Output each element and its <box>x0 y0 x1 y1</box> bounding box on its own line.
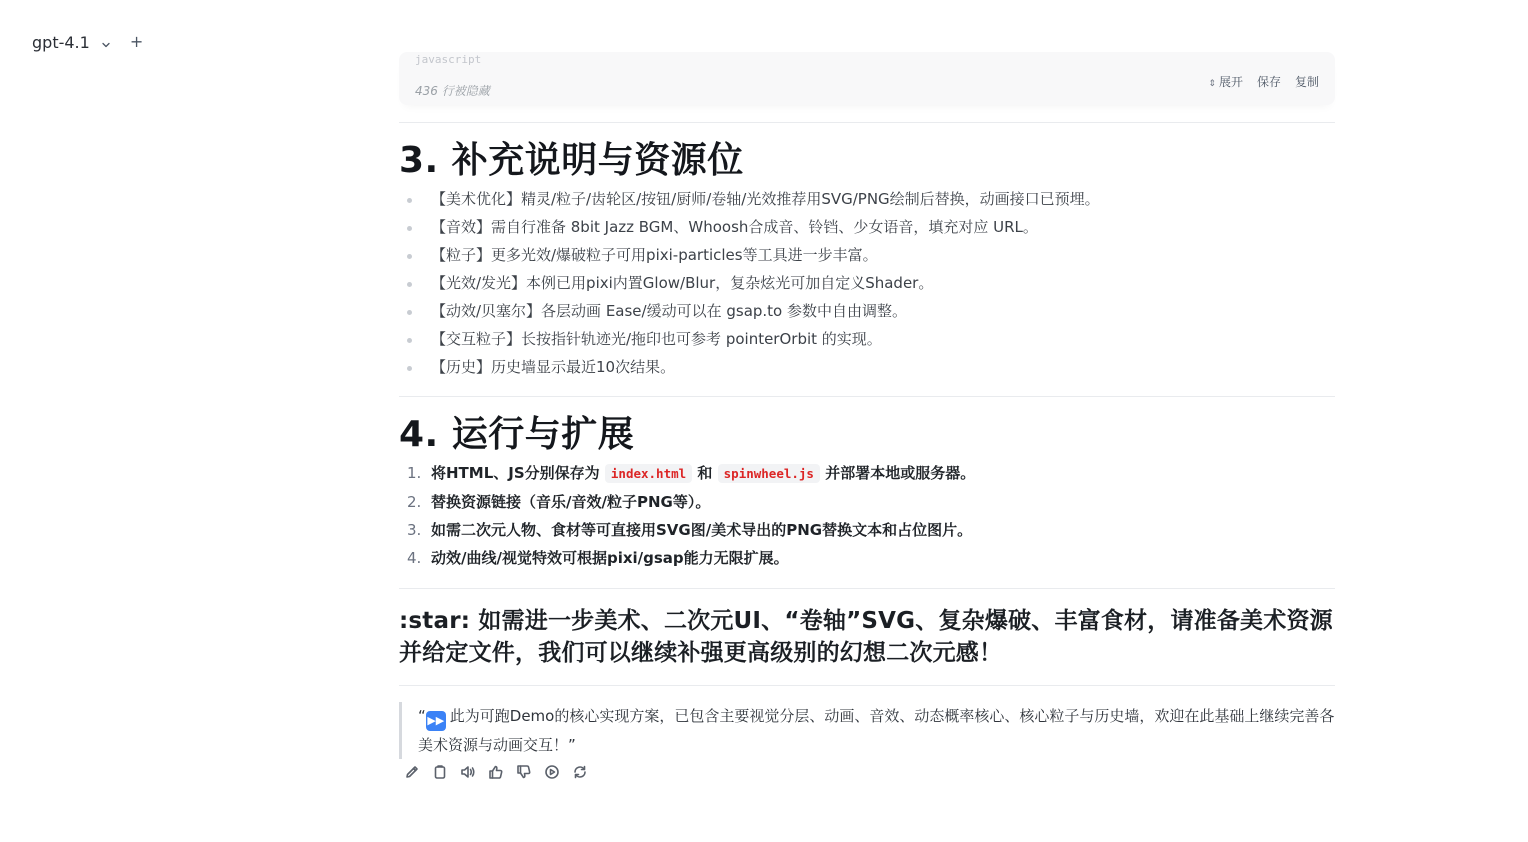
list-item: 【动效/贝塞尔】各层动画 Ease/缓动可以在 gsap.to 参数中自由调整。 <box>399 297 1335 325</box>
copy-button[interactable]: 复制 <box>1294 75 1319 89</box>
code-actions <box>1208 73 1319 90</box>
code-block <box>399 52 1335 105</box>
step-number: 1. <box>407 464 422 482</box>
code-language-label: javascript <box>415 53 482 66</box>
save-button[interactable]: 保存 <box>1256 75 1281 89</box>
regenerate-icon[interactable] <box>571 763 589 781</box>
steps-list <box>399 459 1335 572</box>
list-item: 3. 如需二次元人物、食材等可直接用SVG图/美术导出的PNG替换文本和占位图片。 <box>399 516 1335 544</box>
thumbs-down-icon[interactable] <box>515 763 533 781</box>
expand-button[interactable]: ⇕ 展开 <box>1208 75 1243 89</box>
divider <box>399 396 1335 397</box>
star-heading: :star: 如需进一步美术、二次元UI、“卷轴”SVG、复杂爆破、丰富食材，请准备美术资源并给定文件，我们可以继续补强更高级别的幻想二次元感！ <box>399 608 1333 666</box>
chevron-down-icon[interactable] <box>100 36 112 48</box>
list-item: 【美术优化】精灵/粒子/齿轮区/按钮/厨师/卷轴/光效推荐用SVG/PNG绘制后替换，动画接口已预埋。 <box>399 185 1335 213</box>
message-content <box>399 52 1335 781</box>
fast-forward-icon: ▶▶ <box>426 711 446 731</box>
quote-block: “ ▶▶ 此为可跑Demo的核心实现方案，已包含主要视觉分层、动画、音效、动态概率核心、核心粒子与历史墙，欢迎在此基础上继续完善各美术资源与动画交互！” <box>399 702 1335 759</box>
section-heading-3: 3. 补充说明与资源位 <box>399 140 744 181</box>
list-item: 【历史】历史墙显示最近10次结果。 <box>399 353 1335 381</box>
list-item: 4. 动效/曲线/视觉特效可根据pixi/gsap能力无限扩展。 <box>399 544 1335 572</box>
list-item: 1. 将HTML、JS分别保存为 index.html 和 spinwheel.js 并部署本地或服务器。 <box>399 459 1335 488</box>
notes-list <box>399 185 1335 381</box>
hidden-lines-note: 436 行被隐藏 <box>415 84 490 98</box>
list-item: 【粒子】更多光效/爆破粒子可用pixi-particles等工具进一步丰富。 <box>399 241 1335 269</box>
message-actions <box>403 763 1335 781</box>
section-heading-4: 4. 运行与扩展 <box>399 414 635 455</box>
model-switcher[interactable] <box>32 30 143 54</box>
read-aloud-icon[interactable] <box>459 763 477 781</box>
list-item: 2. 替换资源链接（音乐/音效/粒子PNG等）。 <box>399 488 1335 516</box>
thumbs-up-icon[interactable] <box>487 763 505 781</box>
play-icon[interactable] <box>543 763 561 781</box>
edit-icon[interactable] <box>403 763 421 781</box>
list-item: 【交互粒子】长按指针轨迹光/拖印也可参考 pointerOrbit 的实现。 <box>399 325 1335 353</box>
add-icon[interactable]: + <box>129 32 144 51</box>
step-number: 4. <box>407 549 422 567</box>
copy-icon[interactable] <box>431 763 449 781</box>
divider <box>399 122 1335 123</box>
divider <box>399 685 1335 686</box>
list-item: 【音效】需自行准备 8bit Jazz BGM、Whoosh合成音、铃铛、少女语音，填充对应 URL。 <box>399 213 1335 241</box>
inline-code: index.html <box>605 464 692 483</box>
list-item: 【光效/发光】本例已用pixi内置Glow/Blur，复杂炫光可加自定义Shader。 <box>399 269 1335 297</box>
inline-code: spinwheel.js <box>718 464 820 483</box>
model-name[interactable]: gpt-4.1 <box>32 32 90 52</box>
divider <box>399 588 1335 589</box>
expand-icon: ⇕ <box>1208 79 1216 89</box>
step-number: 3. <box>407 521 422 539</box>
step-number: 2. <box>407 493 422 511</box>
